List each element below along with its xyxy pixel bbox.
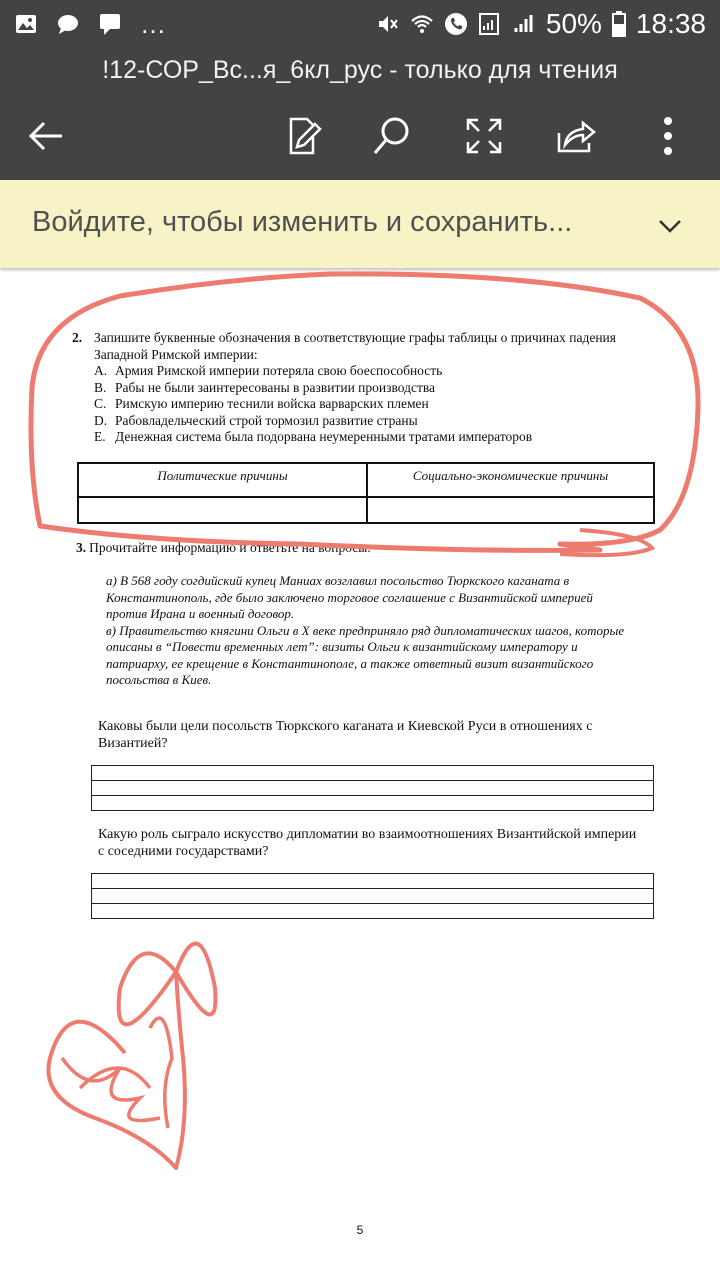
quote-b: в) Правительство княгини Ольги в X веке предприняло ряд дипломатических шагов, которые описаны в “Повести временных лет”: визиты Ольги к византийскому императору и патриарху, ее крещение в Константинополе, а также ответный визит византийского посольства в Киев. xyxy=(106,622,625,687)
option-d: D. Рабовладельческий строй тормозил развитие страны xyxy=(94,412,418,428)
page-number: 5 xyxy=(356,1223,364,1237)
source-quote xyxy=(106,573,636,689)
question-number: 3. xyxy=(76,540,87,555)
option-e: E. Денежная система была подорвана неумеренными тратами императоров xyxy=(94,429,533,444)
wifi-icon xyxy=(410,12,434,36)
battery-percent: 50% xyxy=(545,8,602,39)
sign-in-banner[interactable] xyxy=(0,180,720,268)
share-button[interactable] xyxy=(548,108,604,164)
signal-1-icon xyxy=(478,12,502,36)
chevron-down-icon[interactable] xyxy=(654,210,686,242)
document-page xyxy=(0,268,720,1280)
document-title: !12-СОР_Вс...я_6кл_рус - только для чтения xyxy=(102,56,618,84)
causes-table xyxy=(77,462,655,524)
edit-button[interactable] xyxy=(274,108,330,164)
table-header-political: Политические причины xyxy=(79,464,368,498)
edit-icon xyxy=(281,115,323,157)
table-header-socioeconomic: Социально-экономические причины xyxy=(368,464,653,498)
option-c: C. Римскую империю теснили войска варварских племен xyxy=(94,396,429,411)
answer-line[interactable] xyxy=(92,796,653,810)
image-icon xyxy=(14,12,38,36)
message-icon xyxy=(98,12,122,36)
signal-2-icon xyxy=(512,12,536,36)
back-button[interactable] xyxy=(18,108,74,164)
sub-question-2: Какую роль сыграло искусство дипломатии во взаимоотношениях Византийской империи с соседними государствами? xyxy=(98,827,637,859)
search-button[interactable] xyxy=(364,108,420,164)
table-cell-socioeconomic[interactable] xyxy=(368,498,653,522)
quote-a: а) В 568 году согдийский купец Маниах возглавил посольство Тюркского каганата в Константинополь, где было заключено торговое соглашение с Византийской империей против Ирана и военный договор. xyxy=(106,573,593,621)
status-bar xyxy=(0,0,720,48)
answer-line[interactable] xyxy=(92,766,653,781)
clock: 18:38 xyxy=(635,8,706,39)
more-notifications-icon: … xyxy=(140,9,166,39)
answer-line[interactable] xyxy=(92,874,653,889)
table-cell-political[interactable] xyxy=(79,498,368,522)
question-number: 2. xyxy=(72,330,83,345)
question-text: Прочитайте информацию и ответьте на вопросы. xyxy=(89,540,371,555)
question-text: Запишите буквенные обозначения в соответствующие графы таблицы о причинах падения Западной Римской империи: xyxy=(94,330,616,362)
answer-lines-1 xyxy=(91,765,654,811)
more-options-button[interactable] xyxy=(640,108,696,164)
option-a: A. Армия Римской империи потеряла свою боеспособность xyxy=(94,363,443,378)
chat-bubble-icon xyxy=(56,12,80,36)
more-vertical-icon xyxy=(662,116,674,156)
battery-icon xyxy=(612,11,626,37)
answer-line[interactable] xyxy=(92,904,653,918)
answer-line[interactable] xyxy=(92,781,653,796)
question-2 xyxy=(70,330,650,446)
back-arrow-icon xyxy=(26,116,66,156)
circle-annotation-overlap xyxy=(560,530,652,555)
answer-line[interactable] xyxy=(92,889,653,904)
sub-question-1: Каковы были цели посольств Тюркского каганата и Киевской Руси в отношениях с Византией? xyxy=(98,719,593,751)
heart-scribble xyxy=(62,1018,172,1128)
sign-in-banner-text: Войдите, чтобы изменить и сохранить... xyxy=(32,206,573,238)
option-b: B. Рабы не были заинтересованы в развитии производства xyxy=(94,379,436,395)
search-icon xyxy=(371,115,413,157)
phone-call-icon xyxy=(444,12,468,36)
mute-icon xyxy=(376,12,400,36)
fullscreen-button[interactable] xyxy=(456,108,512,164)
answer-lines-2 xyxy=(91,873,654,919)
question-3 xyxy=(76,540,371,556)
heart-doodle xyxy=(48,944,215,1168)
fullscreen-icon xyxy=(464,116,504,156)
app-bar xyxy=(0,48,720,180)
share-icon xyxy=(555,115,597,157)
